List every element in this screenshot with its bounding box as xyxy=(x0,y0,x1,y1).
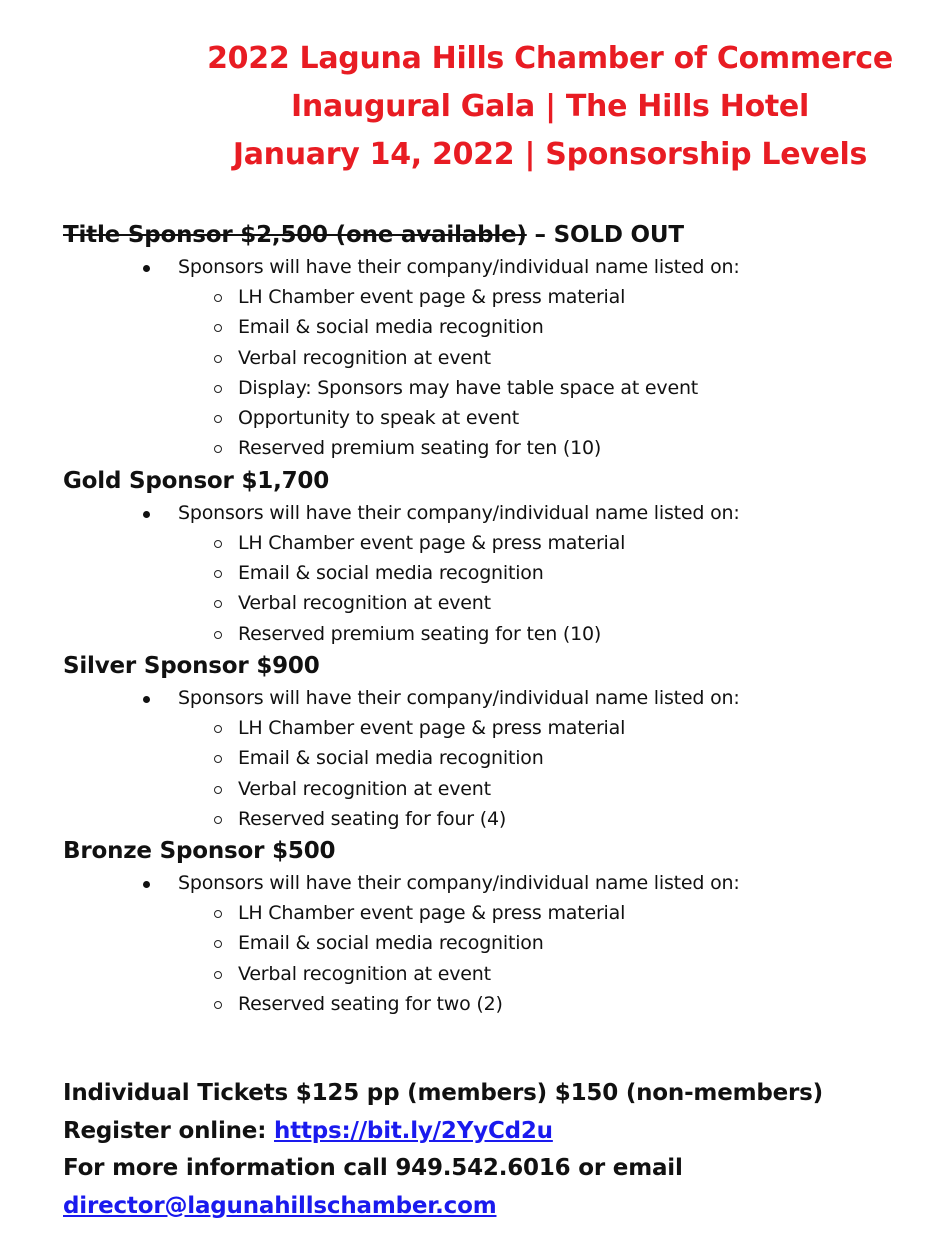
level-title-sponsor xyxy=(63,218,923,464)
list-item xyxy=(63,433,923,463)
bullet-text: Sponsors will have their company/individual name listed on: xyxy=(178,501,740,524)
list-item xyxy=(63,619,923,649)
list-item xyxy=(63,282,923,312)
list-item xyxy=(63,774,923,804)
bullet-icon xyxy=(143,696,150,703)
circle-bullet-icon xyxy=(214,816,222,824)
register-label: Register online: xyxy=(63,1117,275,1144)
register-link[interactable]: https://bit.ly/2YyCd2u xyxy=(274,1117,553,1144)
level-heading: Bronze Sponsor $500 xyxy=(63,838,336,865)
circle-bullet-icon xyxy=(214,294,222,302)
benefit-text: Email & social media recognition xyxy=(238,747,544,770)
benefit-list xyxy=(63,282,923,464)
benefit-text: Reserved premium seating for ten (10) xyxy=(238,622,602,645)
list-item xyxy=(63,588,923,618)
circle-bullet-icon xyxy=(214,910,222,918)
ticket-prices: Individual Tickets $125 pp (members) $150 (non-members) xyxy=(63,1080,823,1106)
title-sponsor-heading-struck: Title Sponsor $2,500 (one available) xyxy=(63,222,527,248)
circle-bullet-icon xyxy=(214,725,222,733)
header-date-line: January 14, 2022 | Sponsorship Levels xyxy=(232,137,868,172)
level-heading: Silver Sponsor $900 xyxy=(63,652,320,679)
email-link[interactable]: director@lagunahillschamber.com xyxy=(63,1192,497,1219)
list-item xyxy=(63,528,923,558)
list-item xyxy=(63,403,923,433)
circle-bullet-icon xyxy=(214,755,222,763)
benefit-text: Display: Sponsors may have table space at event xyxy=(238,376,699,399)
list-item xyxy=(63,683,923,713)
header-venue-line: Inaugural Gala | The Hills Hotel xyxy=(291,89,809,124)
email-line xyxy=(63,1188,923,1226)
benefit-text: Email & social media recognition xyxy=(238,316,544,339)
list-item xyxy=(63,252,923,282)
circle-bullet-icon xyxy=(214,415,222,423)
circle-bullet-icon xyxy=(214,971,222,979)
register-line xyxy=(63,1113,923,1151)
list-item xyxy=(63,713,923,743)
list-item xyxy=(63,868,923,898)
circle-bullet-icon xyxy=(214,540,222,548)
benefit-list xyxy=(63,713,923,834)
footer-info xyxy=(63,1075,923,1225)
list-item xyxy=(63,373,923,403)
benefit-text: Opportunity to speak at event xyxy=(238,407,519,430)
bullet-text: Sponsors will have their company/individual name listed on: xyxy=(178,256,740,278)
circle-bullet-icon xyxy=(214,324,222,332)
benefit-text: LH Chamber event page & press material xyxy=(238,716,626,739)
bullet-icon xyxy=(143,265,150,272)
level-heading xyxy=(63,218,923,252)
circle-bullet-icon xyxy=(214,631,222,639)
level-bronze-sponsor xyxy=(63,834,923,1019)
circle-bullet-icon xyxy=(214,355,222,363)
benefit-text: Reserved seating for two (2) xyxy=(238,993,503,1016)
benefit-text: Verbal recognition at event xyxy=(238,346,491,369)
list-item xyxy=(63,312,923,342)
benefit-text: LH Chamber event page & press material xyxy=(238,902,626,925)
bullet-text: Sponsors will have their company/individual name listed on: xyxy=(178,872,740,895)
benefit-text: Email & social media recognition xyxy=(238,562,544,585)
list-item xyxy=(63,558,923,588)
sold-out-label: – SOLD OUT xyxy=(526,222,684,248)
benefit-text: Verbal recognition at event xyxy=(238,592,491,615)
level-gold-sponsor xyxy=(63,464,923,649)
benefit-list xyxy=(63,898,923,1019)
benefit-text: Verbal recognition at event xyxy=(238,962,491,985)
header-title-line: 2022 Laguna Hills Chamber of Commerce xyxy=(207,41,893,76)
benefit-text: Reserved seating for four (4) xyxy=(238,807,507,830)
list-item xyxy=(63,743,923,773)
level-heading: Gold Sponsor $1,700 xyxy=(63,467,330,494)
list-item xyxy=(63,343,923,373)
list-item xyxy=(63,804,923,834)
circle-bullet-icon xyxy=(214,786,222,794)
benefit-list xyxy=(63,528,923,649)
benefit-text: Reserved premium seating for ten (10) xyxy=(238,437,602,460)
bullet-icon xyxy=(143,511,150,518)
circle-bullet-icon xyxy=(214,445,222,453)
level-silver-sponsor xyxy=(63,649,923,834)
bullet-text: Sponsors will have their company/individual name listed on: xyxy=(178,686,740,709)
benefit-text: LH Chamber event page & press material xyxy=(238,286,626,308)
circle-bullet-icon xyxy=(214,940,222,948)
benefit-text: LH Chamber event page & press material xyxy=(238,531,626,554)
contact-info: For more information call 949.542.6016 or email xyxy=(63,1155,683,1181)
list-item xyxy=(63,928,923,958)
sponsorship-levels xyxy=(63,218,923,1019)
list-item xyxy=(63,498,923,528)
circle-bullet-icon xyxy=(214,570,222,578)
circle-bullet-icon xyxy=(214,1001,222,1009)
circle-bullet-icon xyxy=(214,385,222,393)
list-item xyxy=(63,989,923,1019)
list-item xyxy=(63,898,923,928)
bullet-icon xyxy=(143,881,150,888)
benefit-text: Email & social media recognition xyxy=(238,932,544,955)
benefit-text: Verbal recognition at event xyxy=(238,777,491,800)
circle-bullet-icon xyxy=(214,600,222,608)
event-header xyxy=(150,35,941,179)
list-item xyxy=(63,959,923,989)
